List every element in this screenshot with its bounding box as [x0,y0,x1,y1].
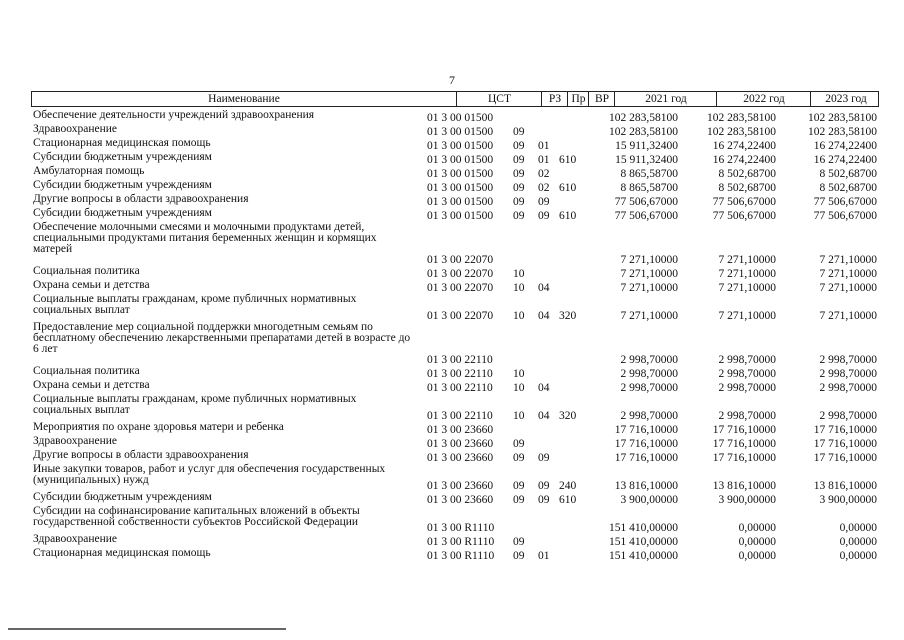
row-name: Иные закупки товаров, работ и услуг для обеспечения государственных (муниципальных) нужд [33,463,386,486]
cell-cst: 01 3 00 01500 [427,182,494,194]
cell-rz: 09 [513,494,525,506]
table-row [0,266,904,280]
table-row [0,152,904,166]
table-row [0,492,904,506]
table-row [0,548,904,562]
cell-v2022: 7 271,10000 [718,310,776,322]
cell-v2021: 7 271,10000 [620,310,678,322]
page-number: 7 [449,73,455,87]
cell-pr: 04 [538,382,550,394]
cell-rz: 09 [513,154,525,166]
row-name: Социальные выплаты гражданам, кроме публичных нормативных социальных выплат [33,293,357,316]
cell-v2021: 13 816,10000 [614,480,678,492]
table-row [0,422,904,436]
row-name: Охрана семьи и детства [33,379,150,391]
cell-v2021: 15 911,32400 [615,140,678,152]
table-row [0,166,904,180]
col-cst-header: ЦСТ [456,92,542,106]
cell-v2022: 7 271,10000 [718,268,776,280]
row-name: Здравоохранение [33,435,118,447]
cell-v2021: 151 410,00000 [609,550,678,562]
cell-cst: 01 3 00 R1110 [427,522,495,534]
row-name: Охрана семьи и детства [33,279,150,291]
cell-v2023: 17 716,10000 [813,424,877,436]
cell-v2023: 16 274,22400 [813,140,877,152]
cell-pr: 02 [538,182,550,194]
table-row [0,534,904,548]
table-row [0,138,904,152]
cell-rz: 09 [513,550,525,562]
cell-v2021: 102 283,58100 [609,112,678,124]
cell-pr: 02 [538,168,550,180]
cell-rz: 09 [513,126,525,138]
cell-cst: 01 3 00 01500 [427,210,494,222]
cell-v2021: 77 506,67000 [614,210,678,222]
cell-v2022: 16 274,22400 [712,140,776,152]
cell-cst: 01 3 00 01500 [427,168,494,180]
row-name: Здравоохранение [33,123,118,135]
cell-v2023: 0,00000 [839,536,877,548]
table-row [0,394,904,422]
cell-cst: 01 3 00 22070 [427,254,494,266]
cell-pr: 09 [538,480,550,492]
table-row [0,280,904,294]
cell-cst: 01 3 00 22070 [427,310,494,322]
cell-cst: 01 3 00 23660 [427,452,494,464]
row-name: Здравоохранение [33,533,118,545]
cell-v2023: 17 716,10000 [813,438,877,450]
cell-rz: 10 [513,382,525,394]
cell-v2023: 0,00000 [839,522,877,534]
col-2021-header: 2021 год [614,92,717,106]
cell-rz: 09 [513,140,525,152]
cell-v2023: 102 283,58100 [808,126,877,138]
cell-v2023: 3 900,00000 [819,494,877,506]
row-name: Амбулаторная помощь [33,165,145,177]
cell-cst: 01 3 00 23660 [427,480,494,492]
cell-vr: 610 [559,210,577,222]
table-row [0,450,904,464]
table-row [0,366,904,380]
cell-v2023: 7 271,10000 [819,268,877,280]
cell-v2023: 7 271,10000 [819,254,877,266]
cell-rz: 10 [513,282,525,294]
cell-v2021: 2 998,70000 [620,410,678,422]
cell-cst: 01 3 00 01500 [427,154,494,166]
table-row [0,506,904,534]
table-row [0,110,904,124]
cell-v2023: 2 998,70000 [819,368,877,380]
table-row [0,222,904,266]
cell-v2022: 7 271,10000 [718,282,776,294]
cell-rz: 10 [513,368,525,380]
cell-v2021: 3 900,00000 [620,494,678,506]
cell-cst: 01 3 00 01500 [427,126,494,138]
table-row [0,380,904,394]
cell-v2022: 17 716,10000 [712,438,776,450]
row-name: Другие вопросы в области здравоохранения [33,449,249,461]
table-row [0,180,904,194]
cell-v2021: 17 716,10000 [614,452,678,464]
cell-v2021: 151 410,00000 [609,522,678,534]
cell-cst: 01 3 00 23660 [427,438,494,450]
cell-rz: 09 [513,438,525,450]
cell-v2021: 77 506,67000 [614,196,678,208]
cell-v2023: 2 998,70000 [819,354,877,366]
cell-v2023: 16 274,22400 [813,154,877,166]
row-name: Предоставление мер социальной поддержки многодетным семьям по бесплатному обеспечению лекарственными препаратами детей в возрасте до 6 лет [33,321,411,355]
cell-v2021: 7 271,10000 [620,282,678,294]
cell-v2023: 2 998,70000 [819,410,877,422]
cell-v2023: 7 271,10000 [819,310,877,322]
col-2022-header: 2022 год [716,92,811,106]
cell-rz: 09 [513,168,525,180]
cell-v2023: 8 502,68700 [819,182,877,194]
cell-v2022: 17 716,10000 [712,424,776,436]
cell-v2022: 13 816,10000 [712,480,776,492]
cell-cst: 01 3 00 22070 [427,282,494,294]
col-name-header: Наименование [208,93,280,105]
cell-vr: 240 [559,480,577,492]
cell-pr: 09 [538,196,550,208]
col-pr-header: Пр [567,92,589,106]
cell-cst: 01 3 00 22110 [427,382,493,394]
cell-cst: 01 3 00 R1110 [427,536,495,548]
cell-v2022: 2 998,70000 [718,368,776,380]
cell-cst: 01 3 00 22070 [427,268,494,280]
cell-v2022: 102 283,58100 [707,112,776,124]
cell-v2023: 17 716,10000 [813,452,877,464]
cell-v2022: 2 998,70000 [718,382,776,394]
cell-v2022: 8 502,68700 [718,182,776,194]
col-rz-header: РЗ [541,92,568,106]
cell-v2022: 77 506,67000 [712,210,776,222]
table-row [0,294,904,322]
cell-rz: 09 [513,182,525,194]
cell-v2021: 8 865,58700 [620,168,678,180]
cell-v2022: 17 716,10000 [712,452,776,464]
cell-v2022: 7 271,10000 [718,254,776,266]
cell-vr: 610 [559,182,577,194]
cell-v2022: 8 502,68700 [718,168,776,180]
cell-rz: 09 [513,196,525,208]
cell-cst: 01 3 00 22110 [427,368,493,380]
col-2023-header: 2023 год [810,92,881,106]
cell-v2023: 8 502,68700 [819,168,877,180]
cell-v2022: 0,00000 [738,536,776,548]
cell-v2021: 151 410,00000 [609,536,678,548]
cell-rz: 09 [513,480,525,492]
cell-rz: 09 [513,536,525,548]
cell-rz: 10 [513,268,525,280]
cell-pr: 01 [538,550,550,562]
cell-cst: 01 3 00 23660 [427,494,494,506]
cell-cst: 01 3 00 22110 [427,410,493,422]
table-row [0,124,904,138]
cell-v2021: 7 271,10000 [620,268,678,280]
row-name: Субсидии бюджетным учреждениям [33,151,212,163]
row-name: Социальная политика [33,365,140,377]
cell-cst: 01 3 00 R1110 [427,550,495,562]
table-row [0,208,904,222]
cell-v2021: 17 716,10000 [614,424,678,436]
cell-v2021: 7 271,10000 [620,254,678,266]
row-name: Стационарная медицинская помощь [33,547,211,559]
cell-v2023: 77 506,67000 [813,196,877,208]
cell-cst: 01 3 00 01500 [427,112,494,124]
row-name: Стационарная медицинская помощь [33,137,211,149]
table-row [0,194,904,208]
cell-pr: 09 [538,494,550,506]
cell-cst: 01 3 00 23660 [427,424,494,436]
cell-v2021: 8 865,58700 [620,182,678,194]
cell-v2021: 17 716,10000 [614,438,678,450]
col-vr-header: ВР [588,92,615,106]
cell-pr: 04 [538,282,550,294]
row-name: Обеспечение деятельности учреждений здравоохранения [33,109,315,121]
cell-pr: 01 [538,140,550,152]
footer-divider [8,628,286,630]
cell-rz: 10 [513,310,525,322]
cell-v2023: 102 283,58100 [808,112,877,124]
row-name: Субсидии бюджетным учреждениям [33,491,212,503]
cell-pr: 01 [538,154,550,166]
table-row [0,436,904,450]
cell-v2021: 2 998,70000 [620,354,678,366]
cell-v2022: 77 506,67000 [712,196,776,208]
table-row [0,322,904,366]
cell-v2021: 102 283,58100 [609,126,678,138]
cell-v2023: 2 998,70000 [819,382,877,394]
cell-vr: 320 [559,410,577,422]
cell-cst: 01 3 00 22110 [427,354,493,366]
cell-v2021: 2 998,70000 [620,382,678,394]
row-name: Мероприятия по охране здоровья матери и ребенка [33,421,284,433]
cell-vr: 610 [559,154,577,166]
cell-rz: 09 [513,210,525,222]
row-name: Субсидии бюджетным учреждениям [33,207,212,219]
row-name: Другие вопросы в области здравоохранения [33,193,249,205]
row-name: Обеспечение молочными смесями и молочными продуктами детей, специальными продуктами питания беременных женщин и кормящих матерей [33,221,377,255]
cell-vr: 320 [559,310,577,322]
cell-v2023: 13 816,10000 [813,480,877,492]
cell-v2021: 2 998,70000 [620,368,678,380]
cell-v2022: 3 900,00000 [718,494,776,506]
cell-v2022: 102 283,58100 [707,126,776,138]
cell-v2021: 15 911,32400 [615,154,678,166]
cell-rz: 09 [513,452,525,464]
row-name: Социальная политика [33,265,140,277]
cell-vr: 610 [559,494,577,506]
cell-v2023: 7 271,10000 [819,282,877,294]
row-name: Субсидии на софинансирование капитальных вложений в объекты государственной собственности субъектов Российской Федерации [33,505,360,528]
cell-rz: 10 [513,410,525,422]
cell-cst: 01 3 00 01500 [427,196,494,208]
cell-v2022: 0,00000 [738,550,776,562]
cell-cst: 01 3 00 01500 [427,140,494,152]
cell-v2023: 77 506,67000 [813,210,877,222]
cell-v2023: 0,00000 [839,550,877,562]
row-name: Социальные выплаты гражданам, кроме публичных нормативных социальных выплат [33,393,357,416]
table-header [31,91,879,107]
cell-pr: 04 [538,410,550,422]
cell-v2022: 2 998,70000 [718,410,776,422]
cell-v2022: 0,00000 [738,522,776,534]
cell-v2022: 16 274,22400 [712,154,776,166]
cell-pr: 09 [538,210,550,222]
row-name: Субсидии бюджетным учреждениям [33,179,212,191]
cell-pr: 09 [538,452,550,464]
cell-pr: 04 [538,310,550,322]
table-row [0,464,904,492]
cell-v2022: 2 998,70000 [718,354,776,366]
